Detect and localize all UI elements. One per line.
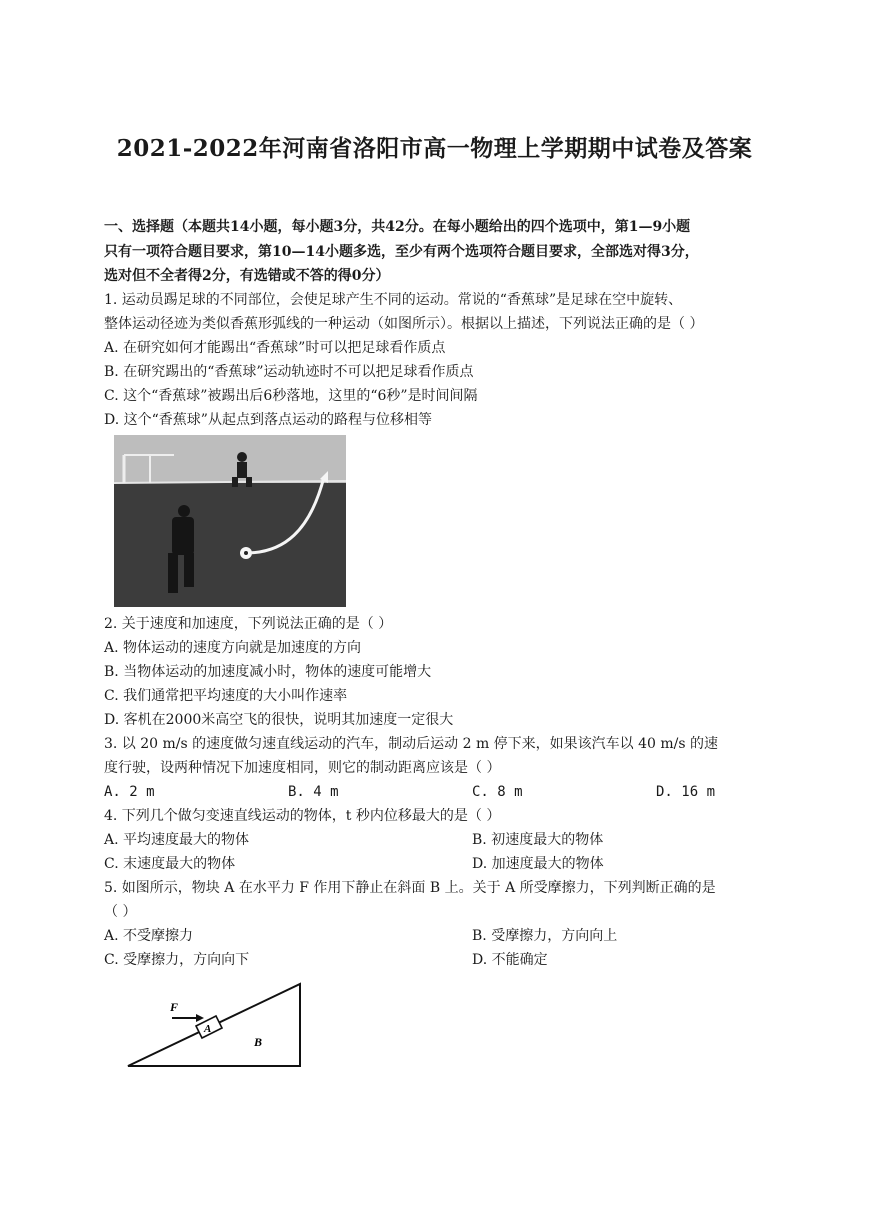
q3-option-a: A. 2 m (104, 784, 155, 800)
q4-option-d: D. 加速度最大的物体 (472, 856, 604, 872)
q2-option-d: D. 客机在2000米高空飞的很快，说明其加速度一定很大 (104, 712, 454, 728)
q4-option-c: C. 末速度最大的物体 (104, 856, 236, 872)
q5-stem-line-2: （ ） (104, 904, 137, 920)
q5-option-a: A. 不受摩擦力 (104, 928, 194, 944)
q1-stem-line-1: 1. 运动员踢足球的不同部位，会使足球产生不同的运动。常说的“香蕉球”是足球在空中旋转、 (104, 292, 683, 308)
q5-option-b: B. 受摩擦力，方向向上 (472, 928, 618, 944)
q3-option-b: B. 4 m (288, 784, 339, 800)
q2-stem: 2. 关于速度和加速度，下列说法正确的是（ ） (104, 616, 393, 632)
banana-ball-photo (114, 435, 346, 607)
q1-option-d: D. 这个“香蕉球”从起点到落点运动的路程与位移相等 (104, 412, 432, 428)
q1-option-b: B. 在研究踢出的“香蕉球”运动轨迹时不可以把足球看作质点 (104, 364, 474, 380)
q5-stem-line-1: 5. 如图所示，物块 A 在水平力 F 作用下静止在斜面 B 上。关于 A 所受摩擦力，下列判断正确的是 (104, 880, 716, 896)
q5-option-d: D. 不能确定 (472, 952, 548, 968)
q1-option-a: A. 在研究如何才能踢出“香蕉球”时可以把足球看作质点 (104, 340, 446, 356)
section-instructions-line-2: 只有一项符合题目要求，第10—14小题多选，至少有两个选项符合题目要求，全部选对得3分， (104, 244, 699, 260)
q4-option-a: A. 平均速度最大的物体 (104, 832, 250, 848)
q2-option-a: A. 物体运动的速度方向就是加速度的方向 (104, 640, 362, 656)
q4-stem: 4. 下列几个做匀变速直线运动的物体，t 秒内位移最大的是（ ） (104, 808, 501, 824)
q5-option-c: C. 受摩擦力，方向向下 (104, 952, 250, 968)
section-instructions-line-1: 一、选择题（本题共14小题，每小题3分，共42分。在每小题给出的四个选项中，第1—9小题 (104, 219, 691, 235)
force-label: F (170, 1000, 179, 1014)
q2-option-b: B. 当物体运动的加速度减小时，物体的速度可能增大 (104, 664, 432, 680)
incline-label: B (254, 1035, 263, 1049)
q1-option-c: C. 这个“香蕉球”被踢出后6秒落地，这里的“6秒”是时间间隔 (104, 388, 478, 404)
q3-option-c: C. 8 m (472, 784, 523, 800)
q3-stem-line-1: 3. 以 20 m/s 的速度做匀速直线运动的汽车，制动后运动 2 m 停下来，如果该汽车以 40 m/s 的速 (104, 736, 719, 752)
incline-diagram (124, 978, 316, 1070)
q1-stem-line-2: 整体运动径迹为类似香蕉形弧线的一种运动（如图所示）。根据以上描述，下列说法正确的是（ ） (104, 316, 704, 332)
block-label: A (204, 1023, 212, 1035)
page-title: 2021-2022年河南省洛阳市高一物理上学期期中试卷及答案 (116, 135, 753, 162)
q4-option-b: B. 初速度最大的物体 (472, 832, 604, 848)
section-instructions-line-3: 选对但不全者得2分，有选错或不答的得0分） (104, 268, 390, 284)
q2-option-c: C. 我们通常把平均速度的大小叫作速率 (104, 688, 348, 704)
q3-stem-line-2: 度行驶，设两种情况下加速度相同，则它的制动距离应该是（ ） (104, 760, 501, 776)
q3-option-d: D. 16 m (656, 784, 716, 800)
